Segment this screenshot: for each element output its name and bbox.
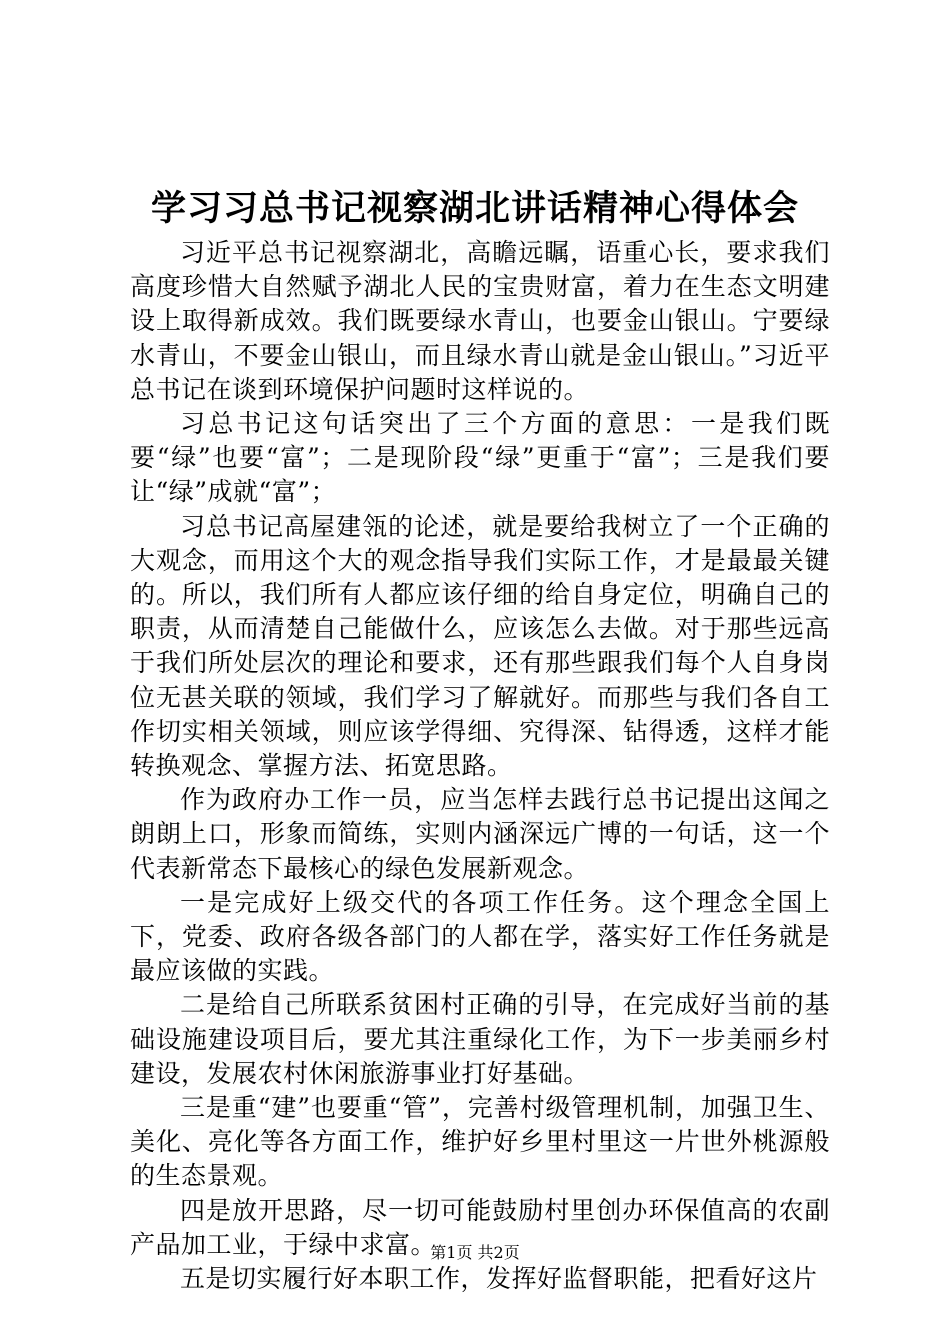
paragraph-2: 习总书记这句话突出了三个方面的意思：一是我们既要“绿”也要“富”；二是现阶段“绿”更重于“富”；三是我们要让“绿”成就“富”；: [130, 409, 830, 507]
paragraph-3: 习总书记高屋建瓴的论述，就是要给我树立了一个正确的大观念，而用这个大的观念指导我们实际工作，才是最最关键的。所以，我们所有人都应该仔细的给自身定位，明确自己的职责，从而清楚自己能做什么，应该怎么去做。对于那些远高于我们所处层次的理论和要求，还有那些跟我们每个人自身岗位无甚关联的领域，我们学习了解就好。而那些与我们各自工作切实相关领域，则应该学得细、究得深、钻得透，这样才能转换观念、掌握方法、拓宽思路。: [130, 511, 830, 781]
paragraph-9: 五是切实履行好本职工作，发挥好监督职能，把看好这片: [180, 1264, 818, 1294]
paragraph-5: 一是完成好上级交代的各项工作任务。这个理念全国上下，党委、政府各级各部门的人都在学，落实好工作任务就是最应该做的实践。: [130, 887, 830, 986]
paragraph-8: 四是放开思路，尽一切可能鼓励村里创办环保值高的农副产品加工业，于绿中求富。: [130, 1195, 830, 1259]
paragraph-7: 三是重“建”也要重“管”，完善村级管理机制，加强卫生、美化、亮化等各方面工作，维护好乡里村里这一片世外桃源般的生态景观。: [130, 1093, 830, 1191]
paragraph-4: 作为政府办工作一员，应当怎样去践行总书记提出这闻之朗朗上口，形象而简练，实则内涵深远广博的一句话，这一个代表新常态下最核心的绿色发展新观念。: [130, 785, 830, 883]
document-body: [130, 236, 830, 1296]
page-number-footer: 第1页 共2页: [430, 1243, 520, 1262]
paragraph-1: 习近平总书记视察湖北，高瞻远瞩，语重心长，要求我们高度珍惜大自然赋予湖北人民的宝贵财富，着力在生态文明建设上取得新成效。我们既要绿水青山，也要金山银山。宁要绿水青山，不要金山银山，而且绿水青山就是金山银山。”习近平总书记在谈到环境保护问题时这样说的。: [130, 238, 830, 404]
document-title: 学习习总书记视察湖北讲话精神心得体会: [150, 188, 799, 229]
paragraph-6: 二是给自己所联系贫困村正确的引导，在完成好当前的基础设施建设项目后，要尤其注重绿化工作，为下一步美丽乡村建设，发展农村休闲旅游事业打好基础。: [130, 990, 830, 1088]
